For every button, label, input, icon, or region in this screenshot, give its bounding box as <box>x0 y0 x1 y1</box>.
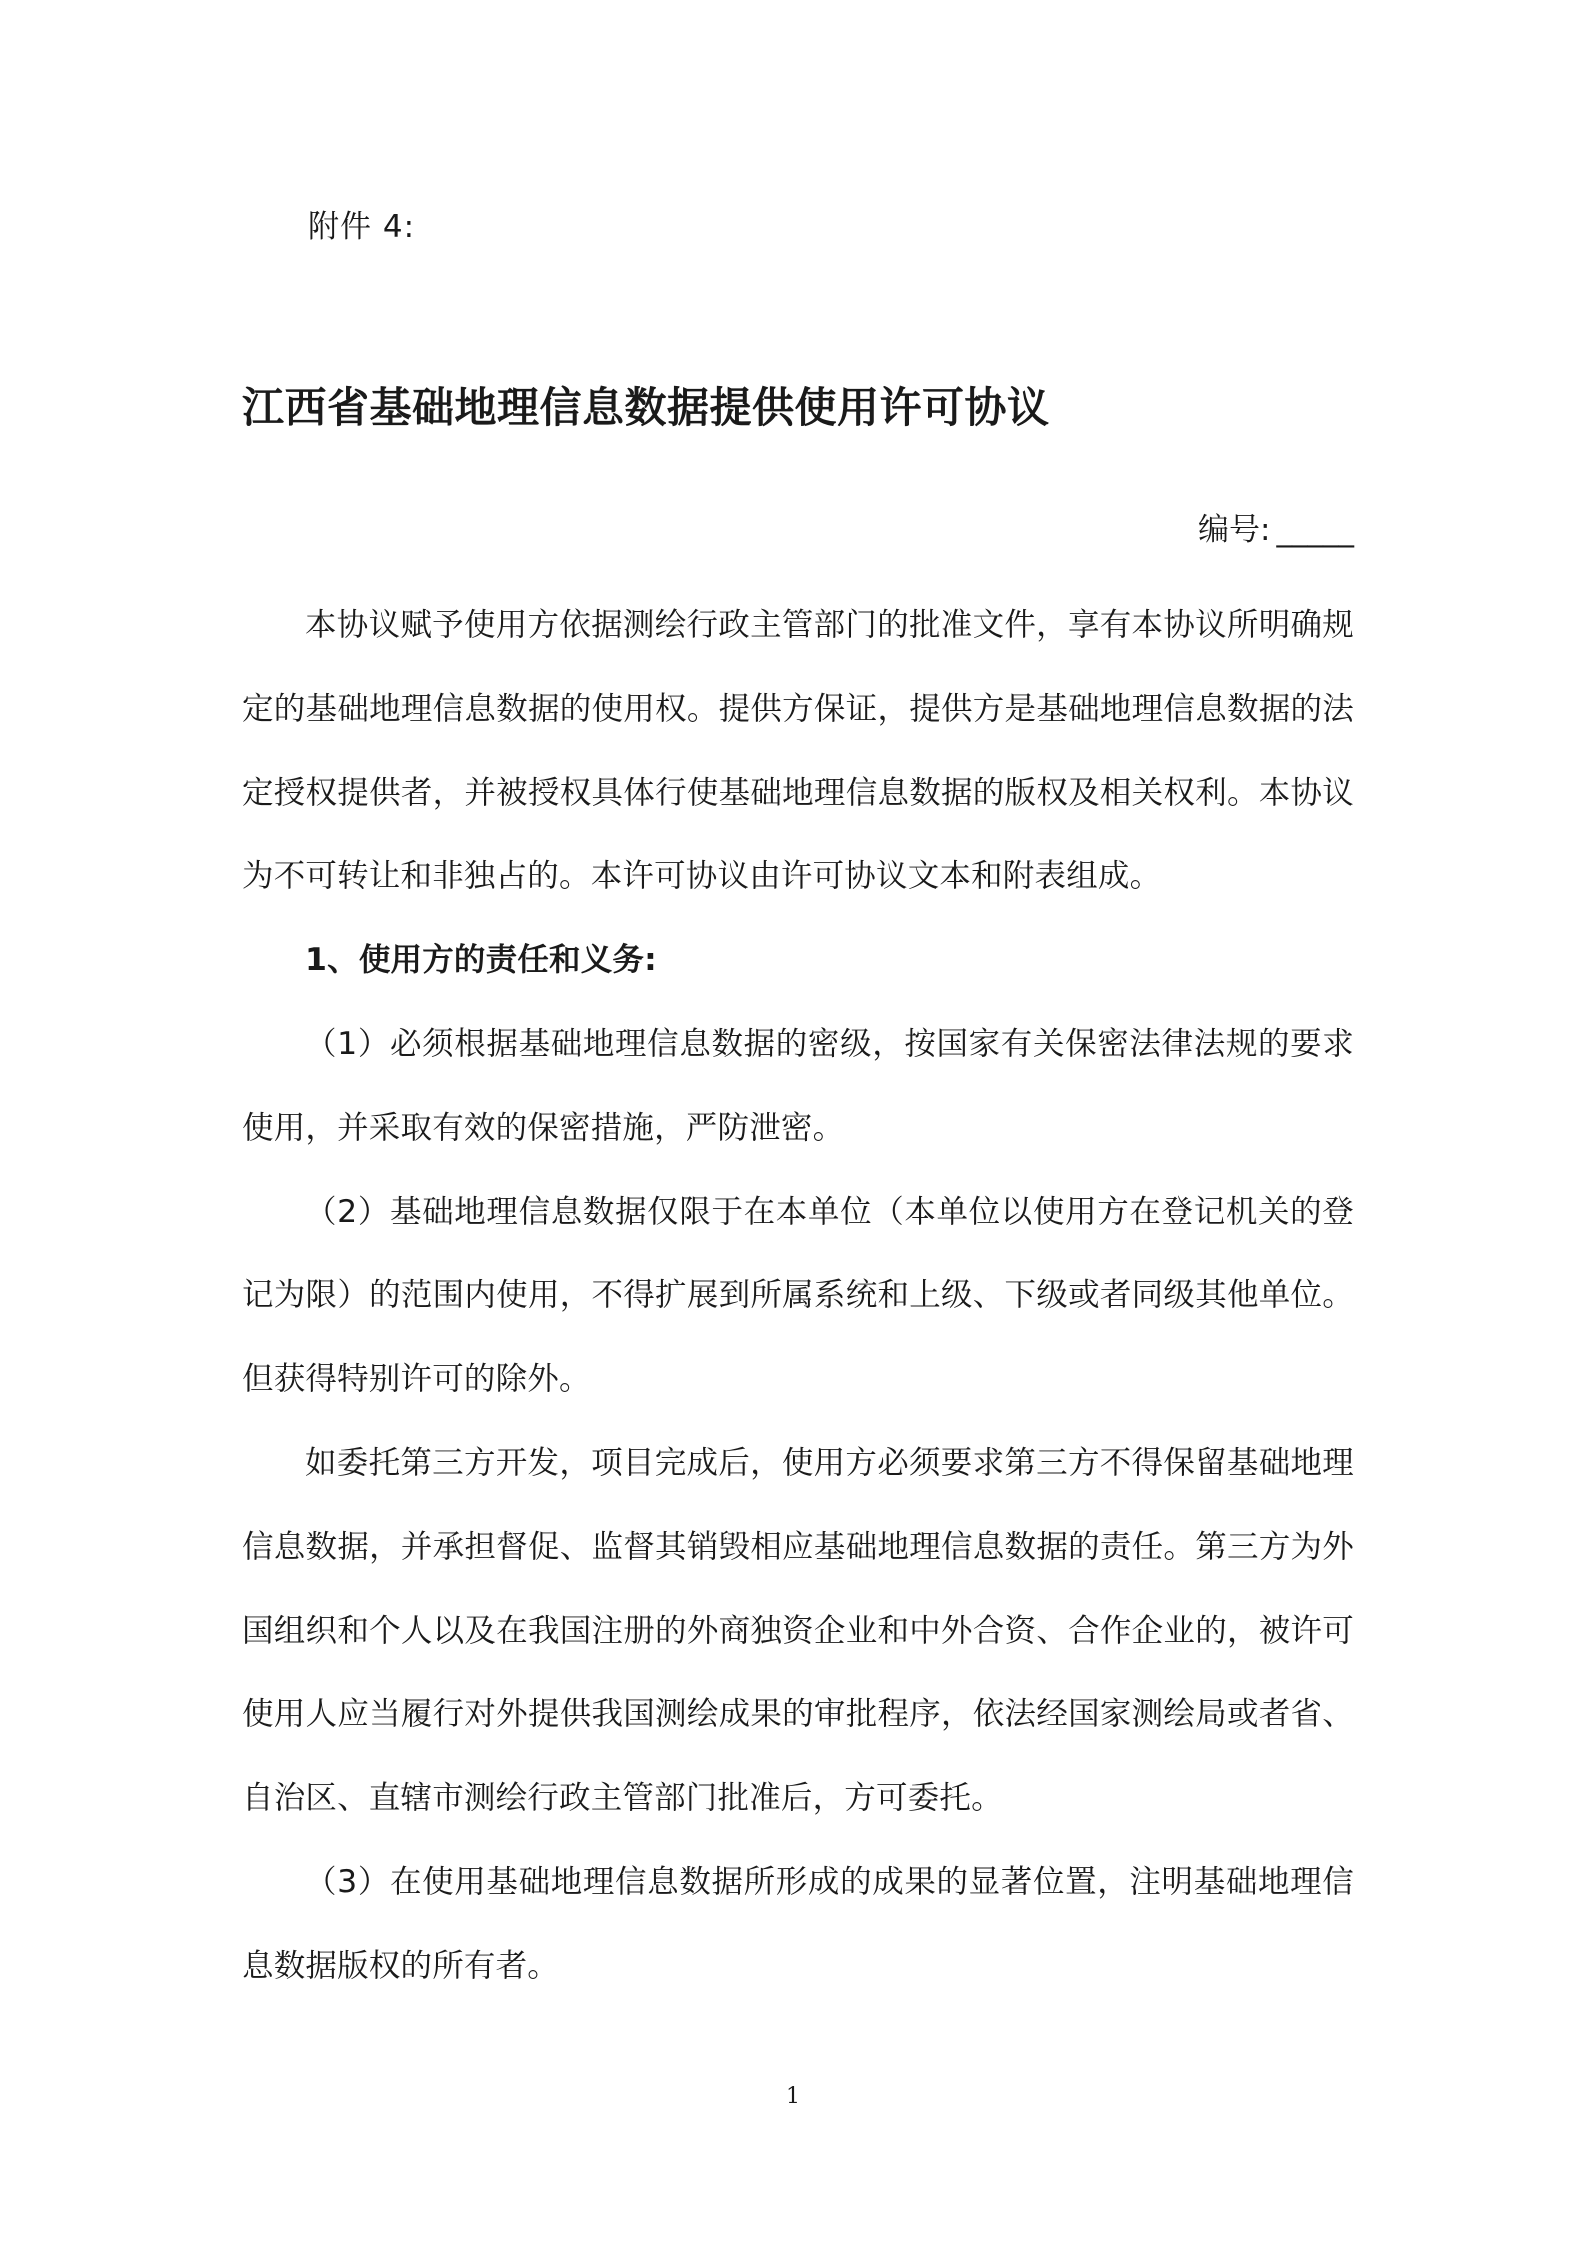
intro-paragraph: 本协议赋予使用方依据测绘行政主管部门的批准文件，享有本协议所明确规定的基础地理信息数据的使用权。提供方保证，提供方是基础地理信息数据的法定授权提供者，并被授权具体行使基础地理信息数据的版权及相关权利。本协议为不可转让和非独占的。本许可协议由许可协议文本和附表组成。 <box>242 607 1354 895</box>
serial-blank: _____ <box>1276 512 1354 548</box>
attachment-label: 附件 4: <box>308 209 416 245</box>
clause-2-usage-scope: （2）基础地理信息数据仅限于在本单位（本单位以使用方在登记机关的登记为限）的范围内使用，不得扩展到所属系统和上级、下级或者同级其他单位。但获得特别许可的除外。 <box>242 1193 1354 1398</box>
document-title: 江西省基础地理信息数据提供使用许可协议 <box>242 383 1050 432</box>
clause-1-confidentiality: （1）必须根据基础地理信息数据的密级，按国家有关保密法律法规的要求使用，并采取有效的保密措施，严防泄密。 <box>242 1025 1354 1146</box>
clause-third-party: 如委托第三方开发，项目完成后，使用方必须要求第三方不得保留基础地理信息数据，并承担督促、监督其销毁相应基础地理信息数据的责任。第三方为外国组织和个人以及在我国注册的外商独资企业和中外合资、合作企业的，被许可使用人应当履行对外提供我国测绘成果的审批程序，依法经国家测绘局或者省、自治区、直辖市测绘行政主管部门批准后，方可委托。 <box>242 1444 1354 1817</box>
section-heading-user-obligations: 1、使用方的责任和义务: <box>305 942 657 979</box>
page-number: 1 <box>786 2084 800 2109</box>
document-body <box>242 584 1354 2009</box>
clause-3-copyright-notice: （3）在使用基础地理信息数据所形成的成果的显著位置，注明基础地理信息数据版权的所有者。 <box>242 1863 1354 1984</box>
serial-number <box>1198 510 1354 550</box>
serial-label: 编号: <box>1198 512 1271 548</box>
